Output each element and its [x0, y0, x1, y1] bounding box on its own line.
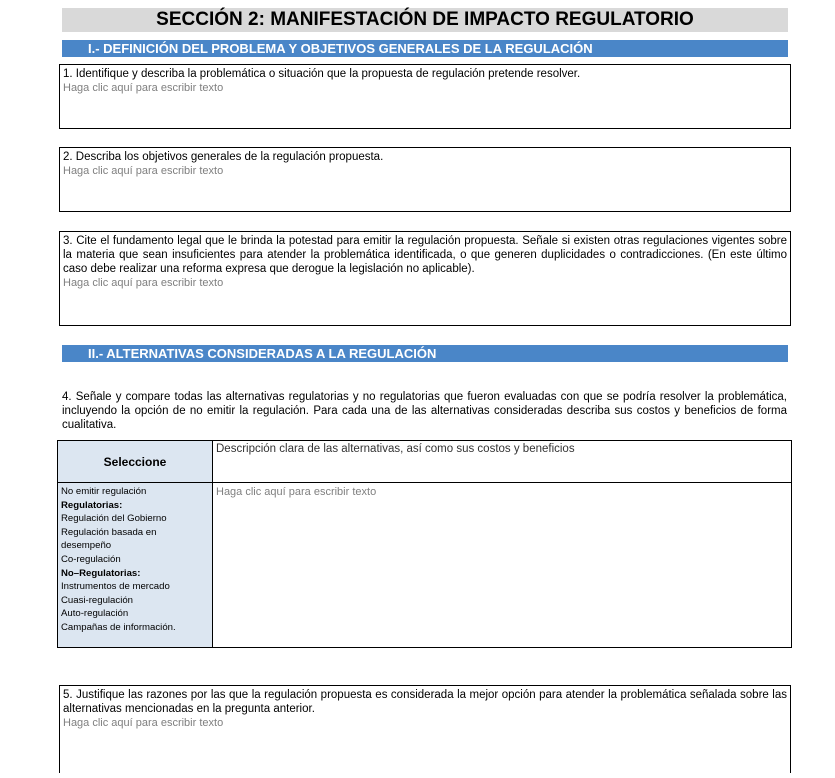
question-3-input[interactable]: Haga clic aquí para escribir texto — [63, 277, 224, 289]
alternatives-description-input[interactable]: Haga clic aquí para escribir texto — [216, 486, 377, 498]
option-regulacion-gobierno[interactable]: Regulación del Gobierno — [61, 513, 167, 525]
option-co-regulacion[interactable]: Co-regulación — [61, 553, 121, 565]
page-title: SECCIÓN 2: MANIFESTACIÓN DE IMPACTO REGULATORIO — [62, 8, 788, 32]
question-2-text: 2. Describa los objetivos generales de la regulación propuesta. — [63, 151, 384, 163]
question-3-text: 3. Cite el fundamento legal que le brinda la potestad para emitir la regulación propuesta. Señale si existen otras regulaciones vigentes sobre la materia que sean insuficientes para atender la problemática identificada, o que generen duplicidades o contradicciones. (En este último caso debe realizar una reforma expresa que derogue la legislación no aplicable). — [63, 235, 787, 275]
option-cuasi-regulacion[interactable]: Cuasi-regulación — [61, 594, 133, 606]
question-3-box — [59, 231, 791, 326]
option-regulacion-desempeno-cont[interactable]: desempeño — [61, 540, 112, 552]
select-column-header: Seleccione — [58, 441, 213, 483]
question-5-box — [59, 685, 791, 773]
description-column-header: Descripción clara de las alternativas, así como sus costos y beneficios — [213, 441, 792, 483]
option-instrumentos-mercado[interactable]: Instrumentos de mercado — [61, 581, 170, 593]
alternatives-header-row — [58, 441, 792, 483]
option-auto-regulacion[interactable]: Auto-regulación — [61, 608, 129, 620]
question-1-text: 1. Identifique y describa la problemática o situación que la propuesta de regulación pretende resolver. — [63, 68, 581, 80]
question-2-input[interactable]: Haga clic aquí para escribir texto — [63, 165, 224, 177]
alternatives-options — [58, 483, 213, 648]
alternatives-description-cell — [213, 483, 792, 648]
section-header-1: I.- DEFINICIÓN DEL PROBLEMA Y OBJETIVOS GENERALES DE LA REGULACIÓN — [62, 40, 788, 57]
option-group-no-regulatorias: No–Regulatorias: — [61, 567, 141, 579]
option-campanas-informacion[interactable]: Campañas de información. — [61, 621, 176, 633]
option-regulacion-desempeno[interactable]: Regulación basada en — [61, 526, 157, 538]
question-1-input[interactable]: Haga clic aquí para escribir texto — [63, 82, 224, 94]
question-1-box — [59, 64, 791, 129]
question-4-text: 4. Señale y compare todas las alternativas regulatorias y no regulatorias que fueron evaluadas con que se podría resolver la problemática, incluyendo la opción de no emitir la regulación. Para cada una de las alternativas consideradas describa sus costos y beneficios de forma cualitativa. — [62, 391, 787, 431]
alternatives-body-row — [58, 483, 792, 648]
question-2-box — [59, 147, 791, 212]
question-5-text: 5. Justifique las razones por las que la regulación propuesta es considerada la mejor opción para atender la problemática señalada sobre las alternativas mencionadas en la pregunta anterior. — [63, 689, 787, 715]
alternatives-table — [57, 440, 792, 648]
option-no-emitir[interactable]: No emitir regulación — [61, 486, 147, 497]
option-group-regulatorias: Regulatorias: — [61, 499, 123, 511]
question-5-input[interactable]: Haga clic aquí para escribir texto — [63, 717, 224, 729]
section-header-2: II.- ALTERNATIVAS CONSIDERADAS A LA REGULACIÓN — [62, 345, 788, 362]
